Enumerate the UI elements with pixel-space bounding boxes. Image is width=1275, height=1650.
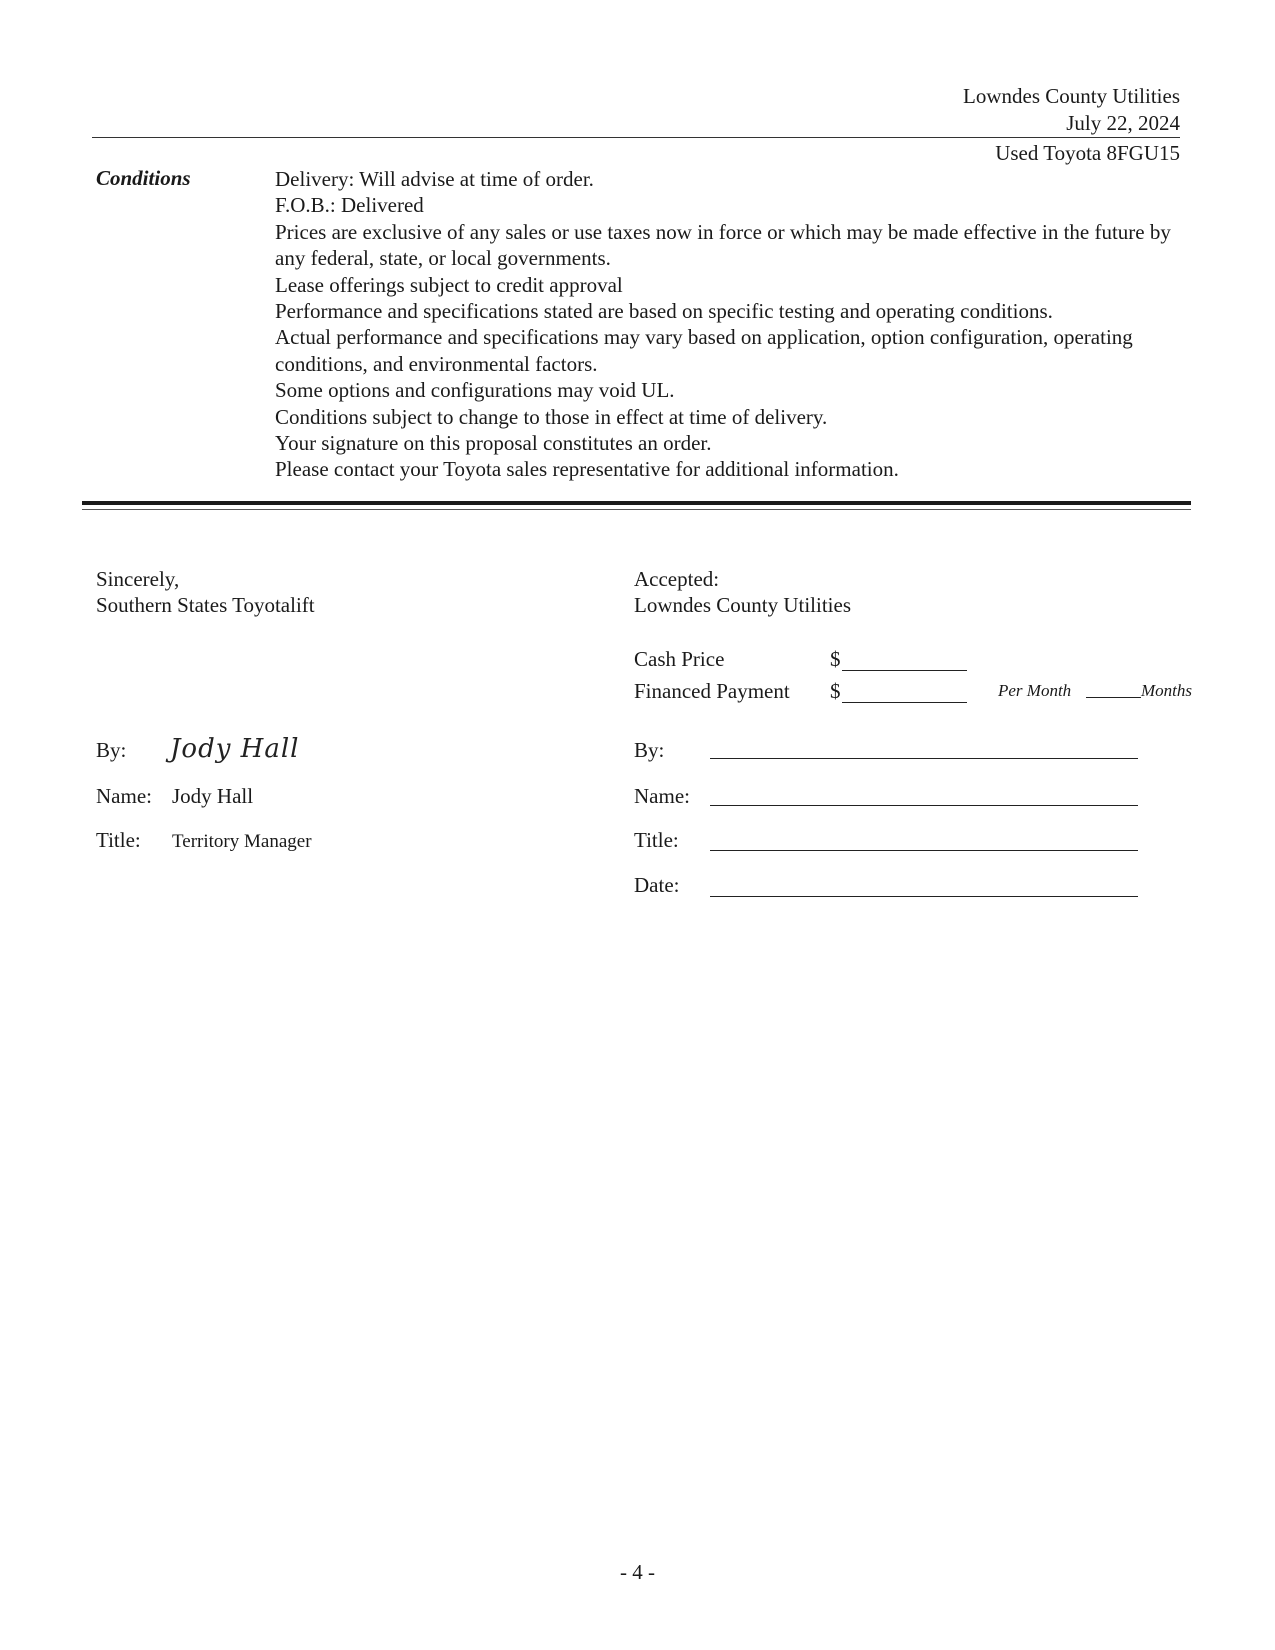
- header-rule: [92, 137, 1180, 138]
- buyer-title-label: Title:: [634, 828, 679, 852]
- conditions-list: [275, 166, 1175, 483]
- buyer-date-label: Date:: [634, 873, 680, 897]
- buyer-name-line[interactable]: [710, 805, 1138, 806]
- buyer-by-line[interactable]: [710, 758, 1138, 759]
- condition-item: Please contact your Toyota sales representative for additional information.: [275, 457, 899, 482]
- buyer-company: Lowndes County Utilities: [634, 593, 851, 617]
- financed-payment-label: Financed Payment: [634, 679, 790, 703]
- buyer-accepted-label: Accepted:: [634, 567, 720, 591]
- condition-item: Your signature on this proposal constitutes an order.: [275, 431, 712, 456]
- document-header: [0, 0, 1180, 170]
- condition-item: Actual performance and specifications may vary based on application, option configuration, operating conditions, and environmental factors.: [275, 325, 1133, 376]
- buyer-date-line[interactable]: [710, 896, 1138, 897]
- condition-item: Performance and specifications stated are based on specific testing and operating conditions.: [275, 299, 1053, 324]
- per-month-label: Per Month: [998, 681, 1072, 700]
- seller-by-label: By:: [96, 738, 127, 762]
- condition-item: Some options and configurations may void UL.: [275, 378, 675, 403]
- header-recipient: Lowndes County Utilities: [963, 84, 1180, 108]
- page-number: - 4 -: [620, 1560, 655, 1584]
- section-divider-thick: [82, 501, 1191, 505]
- seller-signature: Jody Hall: [170, 734, 300, 764]
- condition-item: F.O.B.: Delivered: [275, 193, 424, 218]
- condition-item: Delivery: Will advise at time of order.: [275, 167, 594, 191]
- buyer-by-label: By:: [634, 738, 665, 762]
- seller-name: Jody Hall: [172, 784, 254, 808]
- condition-item: Lease offerings subject to credit approval: [275, 272, 623, 297]
- months-blank[interactable]: [1086, 697, 1141, 698]
- seller-company: Southern States Toyotalift: [96, 593, 315, 617]
- cash-price-label: Cash Price: [634, 647, 725, 671]
- seller-title: Territory Manager: [172, 831, 312, 852]
- months-label: Months: [1141, 681, 1192, 700]
- buyer-title-line[interactable]: [710, 850, 1138, 851]
- cash-price-blank[interactable]: [842, 670, 967, 671]
- buyer-name-label: Name:: [634, 784, 690, 808]
- seller-title-label: Title:: [96, 828, 141, 852]
- financed-payment-blank[interactable]: [842, 702, 967, 703]
- header-subject: Used Toyota 8FGU15: [995, 141, 1180, 165]
- header-date: July 22, 2024: [1066, 111, 1180, 135]
- financed-payment-currency: $: [830, 679, 841, 703]
- conditions-label: Conditions: [96, 166, 191, 190]
- condition-item: Conditions subject to change to those in effect at time of delivery.: [275, 404, 828, 429]
- seller-name-label: Name:: [96, 784, 152, 808]
- section-divider-thin: [82, 509, 1191, 510]
- seller-closing: Sincerely,: [96, 567, 180, 591]
- cash-price-currency: $: [830, 647, 841, 671]
- condition-item: Prices are exclusive of any sales or use taxes now in force or which may be made effective in the future by any federal, state, or local governments.: [275, 219, 1171, 271]
